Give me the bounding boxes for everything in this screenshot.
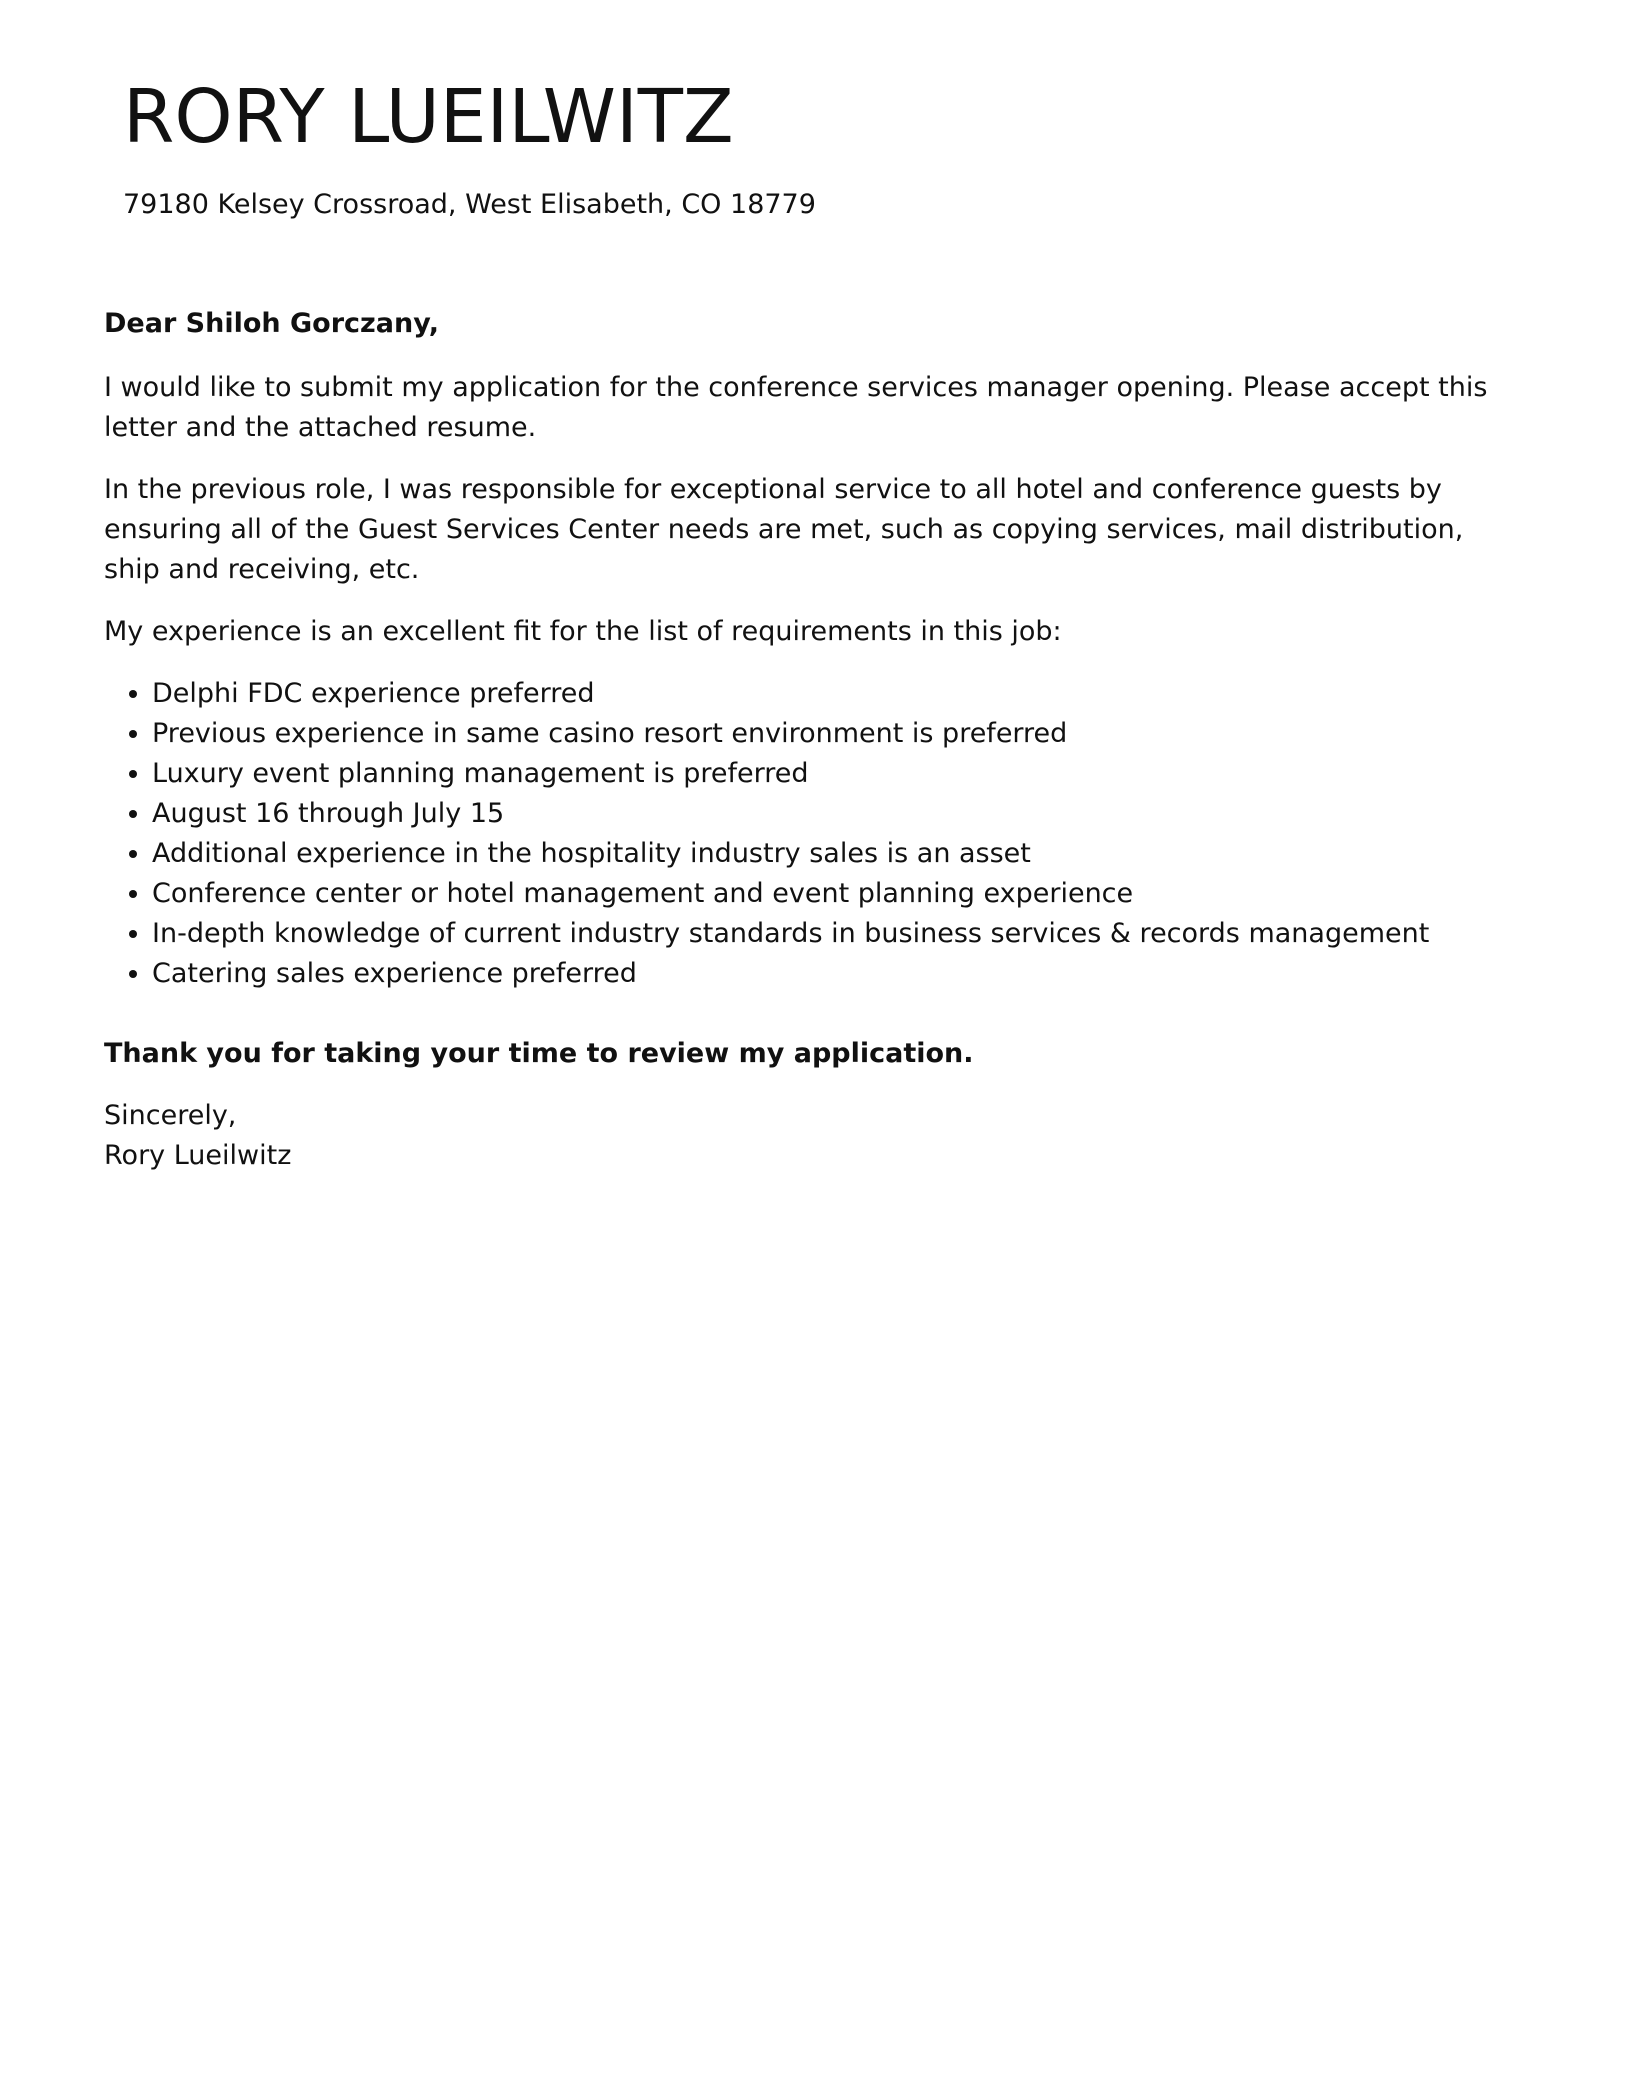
list-item: • August 16 through July 15 [152, 794, 1524, 834]
applicant-name: RORY LUEILWITZ [123, 74, 734, 160]
salutation: Dear Shiloh Gorczany, [104, 308, 439, 339]
list-item: • Additional experience in the hospitality industry sales is an asset [152, 834, 1524, 874]
paragraph-previous-role: In the previous role, I was responsible for exceptional service to all hotel and conference guests by ensuring all of the Guest Services Center needs are met, such as copying services, mail distribution, ship and receiving, etc. [104, 474, 1464, 585]
letter-header [123, 62, 816, 224]
paragraph-requirements-lead: My experience is an excellent fit for the list of requirements in this job: [104, 616, 1062, 647]
list-item: • Conference center or hotel management and event planning experience [152, 874, 1524, 914]
list-item: • In-depth knowledge of current industry standards in business services & records management [152, 914, 1524, 954]
signature-name: Rory Lueilwitz [104, 1140, 292, 1171]
list-item: • Luxury event planning management is preferred [152, 754, 1524, 794]
list-item: • Delphi FDC experience preferred [152, 674, 1524, 714]
list-item: • Previous experience in same casino resort environment is preferred [152, 714, 1524, 754]
applicant-address: 79180 Kelsey Crossroad, West Elisabeth, CO 18779 [123, 189, 816, 220]
list-item: • Catering sales experience preferred [152, 954, 1524, 994]
paragraph-intro: I would like to submit my application for the conference services manager opening. Please accept this letter and the attached resume. [104, 372, 1488, 443]
closing-line: Thank you for taking your time to review my application. [104, 1038, 974, 1069]
signoff: Sincerely, [104, 1100, 237, 1131]
letter-body [104, 304, 1524, 1176]
requirements-list [104, 674, 1524, 994]
